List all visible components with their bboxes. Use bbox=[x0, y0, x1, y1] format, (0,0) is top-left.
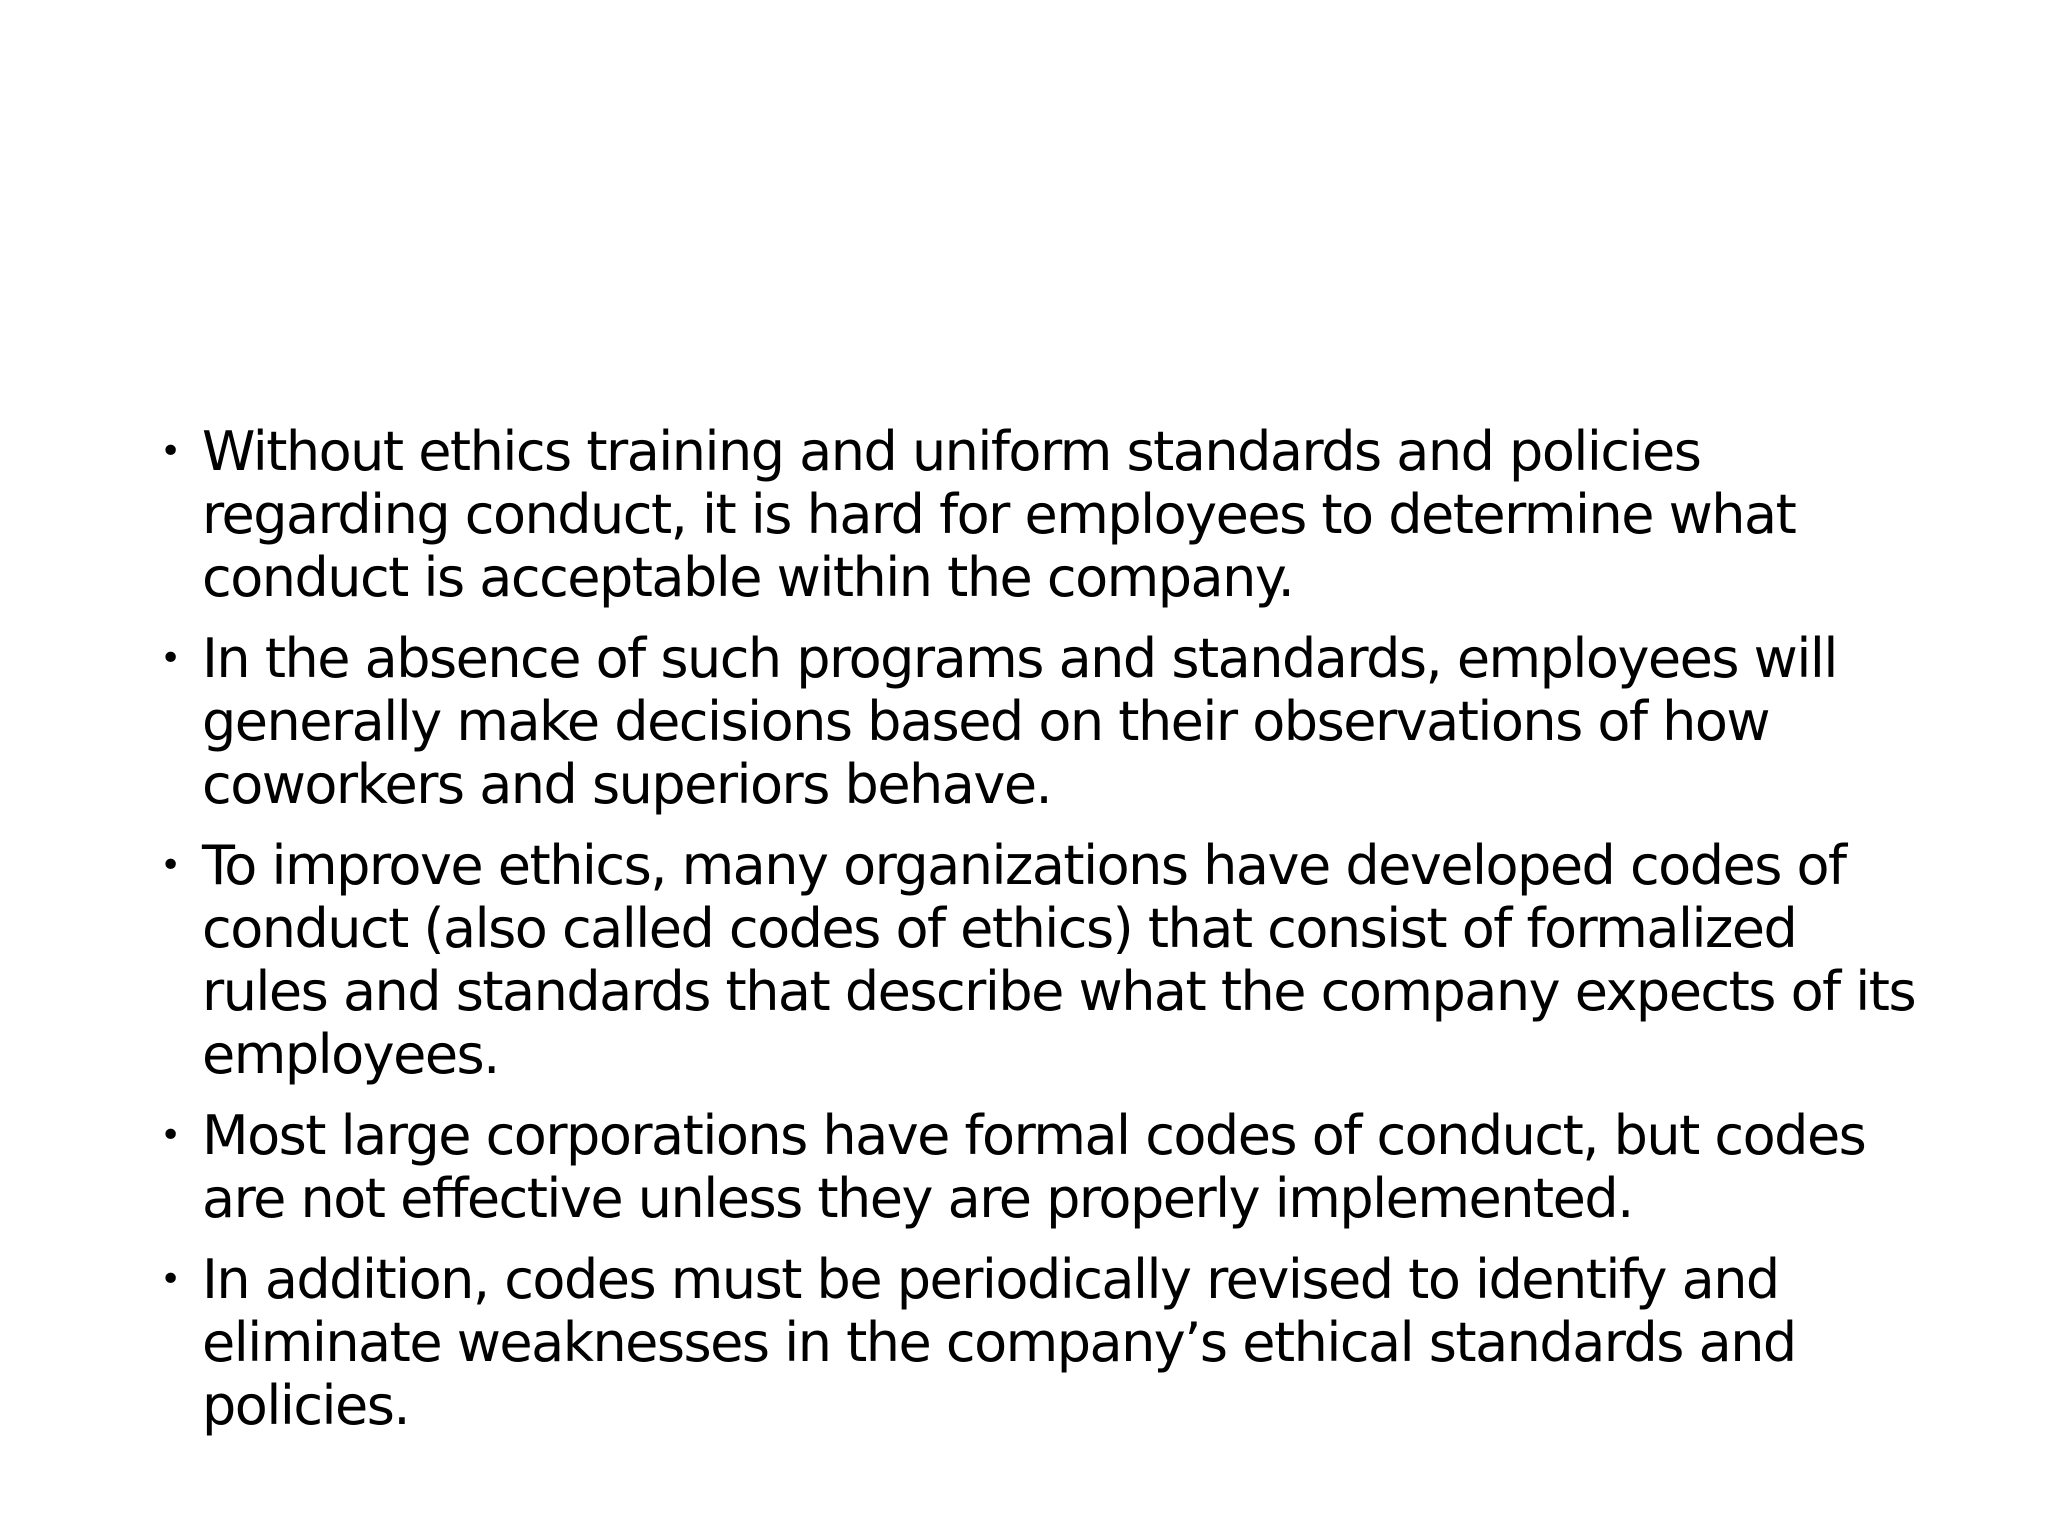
bullet-marker: • bbox=[160, 431, 182, 472]
bullet-list bbox=[160, 420, 1920, 1455]
bullet-text: Without ethics training and uniform standards and policies regarding conduct, it is hard for employees to determine what conduct is acceptable within the company. bbox=[202, 420, 1796, 609]
bullet-marker: • bbox=[160, 638, 182, 679]
bullet-marker: • bbox=[160, 845, 182, 886]
bullet-item bbox=[160, 420, 1920, 609]
bullet-text: To improve ethics, many organizations have developed codes of conduct (also called codes of ethics) that consist of formalized rules and standards that describe what the company expects of its employees. bbox=[202, 834, 1916, 1086]
bullet-marker: • bbox=[160, 1115, 182, 1156]
bullet-text: In the absence of such programs and standards, employees will generally make decisions based on their observations of how coworkers and superiors behave. bbox=[202, 627, 1837, 816]
bullet-item bbox=[160, 1248, 1920, 1437]
bullet-text: Most large corporations have formal codes of conduct, but codes are not effective unless they are properly implemented. bbox=[202, 1104, 1866, 1230]
bullet-marker: • bbox=[160, 1259, 182, 1300]
bullet-item bbox=[160, 627, 1920, 816]
bullet-item bbox=[160, 834, 1920, 1086]
bullet-text: In addition, codes must be periodically revised to identify and eliminate weaknesses in the company’s ethical standards and policies. bbox=[202, 1248, 1796, 1437]
bullet-item bbox=[160, 1104, 1920, 1230]
